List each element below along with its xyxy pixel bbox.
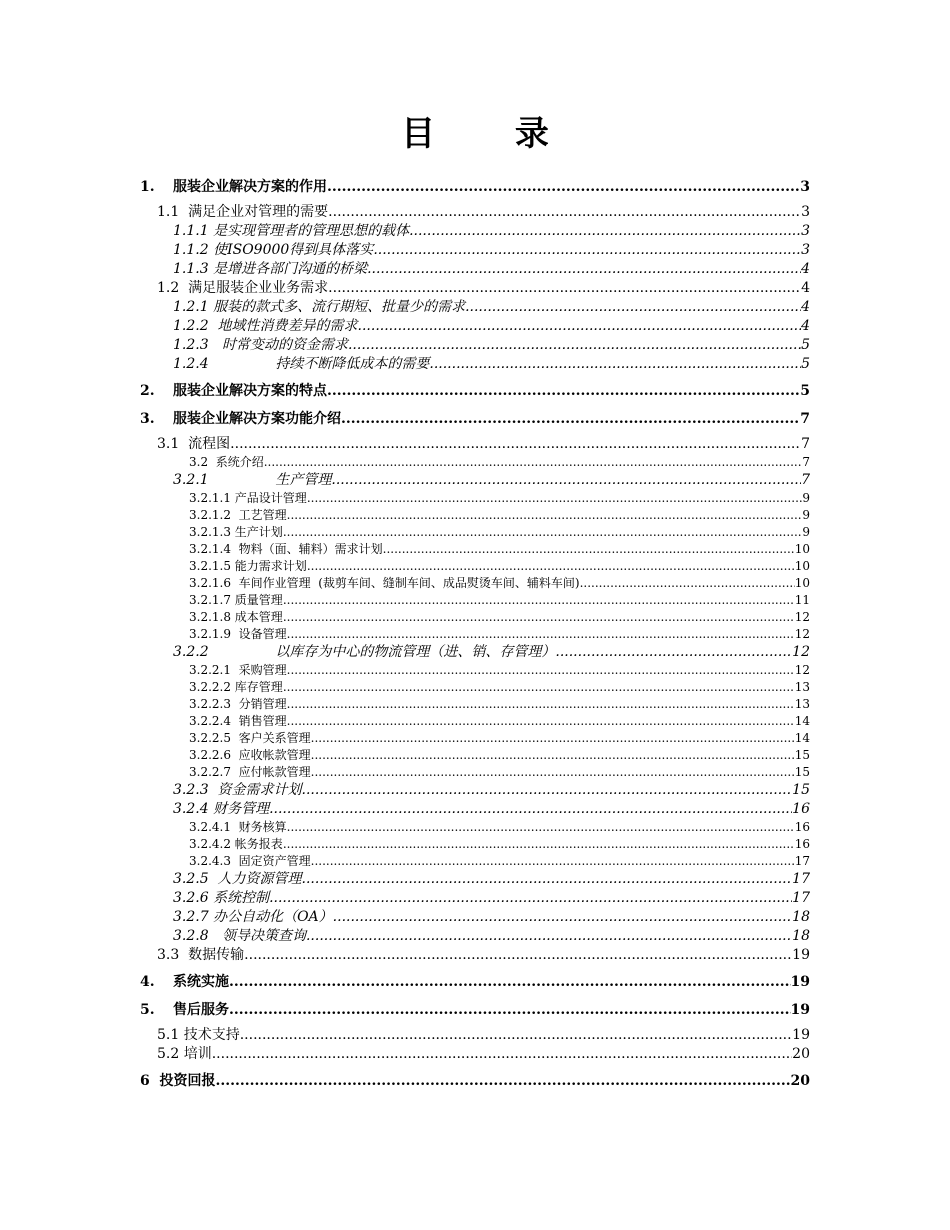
toc-entry-text: 1.1.3 是增进各部门沟通的桥梁 (173, 261, 368, 277)
toc-entry-label (157, 946, 244, 965)
toc-entry[interactable] (140, 355, 810, 374)
toc-entry-text: 服装企业解决方案功能介绍 (173, 411, 341, 427)
toc-entry-text: 1.1.2 使ISO9000得到具体落实 (173, 242, 374, 258)
toc-entry[interactable] (140, 435, 810, 454)
toc-page-number: 20 (790, 1073, 810, 1089)
toc-page-number: 9 (802, 525, 810, 539)
toc-dot-leader (302, 781, 793, 800)
toc-entry[interactable] (140, 747, 810, 764)
toc-entry-label (189, 764, 311, 781)
toc-dot-leader (465, 298, 801, 317)
toc-dot-leader (269, 800, 792, 819)
toc-dot-leader (283, 609, 795, 626)
toc-entry[interactable] (140, 781, 810, 800)
toc-entry-number: 5. (140, 1002, 155, 1018)
toc-page-number: 15 (792, 782, 810, 798)
toc-dot-leader (287, 507, 803, 524)
toc-entry-label (189, 524, 283, 541)
toc-entry[interactable] (140, 908, 810, 927)
toc-entry[interactable] (140, 592, 810, 609)
toc-page-number: 9 (802, 491, 810, 505)
toc-entry[interactable] (140, 317, 810, 336)
toc-entry[interactable] (140, 558, 810, 575)
toc-page-number: 7 (802, 455, 810, 469)
toc-entry-label (157, 1045, 212, 1064)
toc-dot-leader (264, 454, 803, 471)
toc-entry-number: 4. (140, 974, 155, 990)
toc-dot-leader (429, 355, 801, 374)
toc-entry-text: 3.2.4 财务管理 (173, 801, 270, 817)
toc-entry-label (173, 800, 269, 819)
toc-page-number: 13 (794, 697, 810, 711)
toc-entry-label (189, 592, 283, 609)
toc-page-number: 16 (794, 837, 810, 851)
toc-entry-text: 3.2.2.2 库存管理 (189, 680, 283, 694)
toc-entry-text: 3.2.1.9 设备管理 (189, 627, 287, 641)
toc-entry-label (173, 298, 465, 317)
toc-entry[interactable] (140, 575, 810, 592)
toc-page-number: 7 (801, 436, 810, 452)
toc-dot-leader (311, 730, 795, 747)
toc-entry-label (173, 260, 367, 279)
toc-entry-number: 3. (140, 411, 155, 427)
toc-entry[interactable] (140, 999, 810, 1021)
toc-page-number: 16 (792, 801, 810, 817)
toc-entry-label (189, 507, 287, 524)
toc-entry-text: 1.2 满足服装企业业务需求 (157, 280, 329, 296)
toc-entry[interactable] (140, 819, 810, 836)
toc-entry-text: 3.2.2 以库存为中心的物流管理（进、销、存管理） (173, 644, 556, 660)
toc-dot-leader (327, 380, 800, 402)
toc-dot-leader (383, 541, 795, 558)
table-of-contents (140, 170, 810, 1092)
toc-entry[interactable] (140, 408, 810, 430)
toc-dot-leader (283, 679, 795, 696)
toc-page-number: 17 (792, 871, 810, 887)
toc-entry-label (173, 336, 348, 355)
toc-entry[interactable] (140, 203, 810, 222)
toc-entry[interactable] (140, 679, 810, 696)
toc-page-number: 3 (801, 223, 810, 239)
toc-entry-text: 3.1 流程图 (157, 436, 231, 452)
toc-dot-leader (229, 971, 791, 993)
toc-entry-text: 3.2.2.7 应付帐款管理 (189, 765, 311, 779)
toc-page-number: 5 (800, 383, 810, 399)
toc-entry-label (189, 679, 283, 696)
toc-dot-leader (328, 279, 801, 298)
toc-entry-text: 3.2.1.5 能力需求计划 (189, 559, 307, 573)
toc-entry-text: 3.2.2.1 采购管理 (189, 663, 287, 677)
toc-entry-text: 3.2.4.2 帐务报表 (189, 837, 283, 851)
toc-dot-leader (287, 662, 795, 679)
toc-dot-leader (287, 626, 795, 643)
toc-entry-label (157, 203, 328, 222)
toc-dot-leader (327, 176, 800, 198)
toc-entry-text: 3.2.2.3 分销管理 (189, 697, 287, 711)
toc-page-number: 14 (794, 714, 810, 728)
toc-entry[interactable] (140, 176, 810, 198)
toc-page-number: 5 (801, 337, 810, 353)
toc-page-number: 14 (794, 731, 810, 745)
toc-dot-leader (409, 222, 801, 241)
toc-entry-text: 3.2.3 资金需求计划 (173, 782, 302, 798)
toc-entry[interactable] (140, 241, 810, 260)
toc-entry[interactable] (140, 336, 810, 355)
toc-dot-leader (311, 764, 795, 781)
toc-page-number: 17 (792, 890, 810, 906)
toc-dot-leader (341, 408, 800, 430)
toc-entry-text: 3.2 系统介绍 (189, 455, 264, 469)
toc-dot-leader (244, 946, 792, 965)
toc-page-number: 10 (794, 576, 810, 590)
toc-dot-leader (283, 524, 803, 541)
toc-entry[interactable] (140, 927, 810, 946)
toc-entry-text: 3.2.1.7 质量管理 (189, 593, 283, 607)
toc-entry[interactable] (140, 541, 810, 558)
toc-entry[interactable] (140, 836, 810, 853)
toc-entry-label (157, 435, 230, 454)
toc-page-number: 13 (794, 680, 810, 694)
toc-entry-text: 3.2.1 生产管理 (173, 472, 332, 488)
toc-entry-label (173, 317, 358, 336)
toc-entry-label (173, 889, 269, 908)
toc-page-number: 12 (794, 610, 810, 624)
toc-entry[interactable] (140, 1026, 810, 1045)
toc-page-number: 10 (794, 542, 810, 556)
toc-entry-label (189, 853, 311, 870)
toc-entry[interactable] (140, 764, 810, 781)
toc-entry-label (173, 241, 373, 260)
toc-entry-text: 1.2.2 地域性消费差异的需求 (173, 318, 358, 334)
toc-entry-text: 3.2.5 人力资源管理 (173, 871, 302, 887)
toc-page-number: 7 (800, 411, 810, 427)
toc-dot-leader (269, 889, 792, 908)
toc-entry-text: 3.2.1.4 物料（面、辅料）需求计划 (189, 542, 383, 556)
toc-entry-label (189, 575, 580, 592)
toc-dot-leader (212, 1045, 792, 1064)
toc-entry-label (173, 781, 302, 800)
toc-page-number: 10 (794, 559, 810, 573)
toc-entry-text: 3.2.1.3 生产计划 (189, 525, 283, 539)
toc-dot-leader (216, 1070, 791, 1092)
toc-dot-leader (287, 696, 795, 713)
toc-entry-label (189, 836, 283, 853)
toc-entry[interactable] (140, 870, 810, 889)
toc-page-number: 15 (794, 765, 810, 779)
toc-entry-label (140, 176, 327, 198)
toc-entry-text: 3.2.1.8 成本管理 (189, 610, 283, 624)
toc-entry-text: 1.1 满足企业对管理的需要 (157, 204, 329, 220)
toc-dot-leader (230, 435, 801, 454)
toc-entry-text: 3.2.8 领导决策查询 (173, 928, 306, 944)
toc-entry-label (189, 747, 311, 764)
toc-entry[interactable] (140, 730, 810, 747)
toc-entry-label (140, 971, 229, 993)
toc-dot-leader (287, 819, 795, 836)
toc-page-number: 3 (801, 242, 810, 258)
toc-entry-text: 3.2.4.1 财务核算 (189, 820, 287, 834)
toc-dot-leader (373, 241, 801, 260)
toc-page-number: 5 (801, 356, 810, 372)
toc-entry-label (189, 626, 287, 643)
toc-entry[interactable] (140, 889, 810, 908)
toc-entry[interactable] (140, 260, 810, 279)
toc-dot-leader (307, 558, 795, 575)
toc-dot-leader (580, 575, 795, 592)
toc-page-number: 4 (801, 280, 810, 296)
toc-entry-label (173, 355, 429, 374)
toc-dot-leader (311, 747, 795, 764)
toc-page-number: 19 (790, 1002, 810, 1018)
toc-entry-label (140, 380, 327, 402)
toc-entry[interactable] (140, 626, 810, 643)
toc-entry-label (140, 408, 341, 430)
toc-entry-text: 3.2.4.3 固定资产管理 (189, 854, 311, 868)
toc-entry[interactable] (140, 609, 810, 626)
toc-page-number: 4 (801, 318, 810, 334)
toc-page-number: 12 (794, 663, 810, 677)
toc-entry[interactable] (140, 471, 810, 490)
toc-dot-leader (311, 853, 795, 870)
toc-entry-label (173, 471, 331, 490)
toc-entry-label (189, 609, 283, 626)
toc-entry-text: 1.2.4 持续不断降低成本的需要 (173, 356, 430, 372)
toc-entry[interactable] (140, 524, 810, 541)
toc-entry-label (189, 819, 287, 836)
toc-dot-leader (358, 317, 802, 336)
toc-entry[interactable] (140, 971, 810, 993)
toc-entry-text: 1.2.3 时常变动的资金需求 (173, 337, 348, 353)
toc-page-number: 15 (794, 748, 810, 762)
toc-entry-text: 3.2.7 办公自动化（OA） (173, 909, 333, 925)
toc-entry-text: 3.2.2.5 客户关系管理 (189, 731, 311, 745)
toc-entry-label (140, 1070, 216, 1092)
toc-page-number: 17 (794, 854, 810, 868)
toc-entry-label (173, 908, 333, 927)
toc-entry[interactable] (140, 800, 810, 819)
toc-dot-leader (283, 592, 795, 609)
toc-entry[interactable] (140, 696, 810, 713)
toc-entry-text: 3.2.1.1 产品设计管理 (189, 491, 307, 505)
toc-entry-label (189, 730, 311, 747)
toc-entry-text: 服装企业解决方案的特点 (173, 383, 327, 399)
toc-page-number: 3 (801, 204, 810, 220)
toc-entry[interactable] (140, 298, 810, 317)
toc-entry-label (173, 927, 306, 946)
toc-entry[interactable] (140, 713, 810, 730)
toc-entry-number: 2. (140, 383, 155, 399)
toc-entry-label (189, 454, 264, 471)
toc-entry-text: 1.1.1 是实现管理者的管理思想的载体 (173, 223, 410, 239)
toc-page-number: 4 (801, 261, 810, 277)
toc-entry[interactable] (140, 222, 810, 241)
toc-entry[interactable] (140, 1045, 810, 1064)
toc-entry[interactable] (140, 380, 810, 402)
page-title: 目 录 (401, 114, 583, 154)
toc-page-number: 19 (792, 947, 810, 963)
toc-entry-label (173, 222, 409, 241)
toc-dot-leader (283, 836, 795, 853)
toc-page-number: 19 (792, 1027, 810, 1043)
toc-entry-label (189, 713, 287, 730)
toc-entry-label (173, 643, 555, 662)
toc-page-number: 7 (801, 472, 810, 488)
toc-dot-leader (367, 260, 801, 279)
toc-dot-leader (306, 927, 792, 946)
toc-entry[interactable] (140, 946, 810, 965)
toc-entry-text: 1.2.1 服装的款式多、流行期短、批量少的需求 (173, 299, 466, 315)
toc-entry[interactable] (140, 662, 810, 679)
toc-entry-label (189, 696, 287, 713)
toc-entry-text: 售后服务 (173, 1002, 229, 1018)
toc-entry-text: 3.2.2.6 应收帐款管理 (189, 748, 311, 762)
toc-dot-leader (307, 490, 803, 507)
toc-entry[interactable] (140, 490, 810, 507)
toc-entry-text: 5.1 技术支持 (157, 1027, 240, 1043)
toc-entry-label (189, 558, 307, 575)
toc-dot-leader (240, 1026, 792, 1045)
toc-entry-label (140, 999, 229, 1021)
toc-entry[interactable] (140, 1070, 810, 1092)
toc-dot-leader (331, 471, 801, 490)
toc-page-number: 12 (792, 644, 810, 660)
toc-entry-text: 5.2 培训 (157, 1046, 212, 1062)
toc-entry-label (157, 1026, 240, 1045)
toc-page-number: 4 (801, 299, 810, 315)
toc-entry-text: 系统实施 (173, 974, 229, 990)
toc-dot-leader (348, 336, 801, 355)
toc-dot-leader (555, 643, 792, 662)
toc-dot-leader (287, 713, 795, 730)
toc-page-number: 18 (792, 928, 810, 944)
toc-entry[interactable] (140, 643, 810, 662)
toc-entry-label (173, 870, 302, 889)
toc-page-number: 19 (790, 974, 810, 990)
toc-entry-number: 1. (140, 179, 155, 195)
toc-entry[interactable] (140, 507, 810, 524)
toc-entry-text: 3.2.1.2 工艺管理 (189, 508, 287, 522)
toc-page-number: 11 (794, 593, 810, 607)
toc-page-number: 16 (794, 820, 810, 834)
toc-entry-text: 3.3 数据传输 (157, 947, 245, 963)
toc-dot-leader (328, 203, 801, 222)
toc-page-number: 3 (800, 179, 810, 195)
toc-entry[interactable] (140, 454, 810, 471)
toc-entry-text: 3.2.6 系统控制 (173, 890, 270, 906)
toc-entry-text: 服装企业解决方案的作用 (173, 179, 327, 195)
toc-dot-leader (333, 908, 793, 927)
toc-entry-text: 3.2.2.4 销售管理 (189, 714, 287, 728)
toc-entry-label (189, 541, 383, 558)
toc-page-number: 18 (792, 909, 810, 925)
toc-entry-label (157, 279, 328, 298)
toc-entry-label (189, 662, 287, 679)
toc-entry[interactable] (140, 279, 810, 298)
toc-entry-text: 6 投资回报 (140, 1073, 216, 1089)
toc-page-number: 12 (794, 627, 810, 641)
toc-entry-label (189, 490, 307, 507)
toc-dot-leader (229, 999, 791, 1021)
toc-dot-leader (302, 870, 793, 889)
toc-entry-text: 3.2.1.6 车间作业管理 (裁剪车间、缝制车间、成品熨烫车间、辅料车间) (189, 576, 580, 590)
toc-entry[interactable] (140, 853, 810, 870)
toc-page-number: 9 (802, 508, 810, 522)
toc-page-number: 20 (792, 1046, 810, 1062)
